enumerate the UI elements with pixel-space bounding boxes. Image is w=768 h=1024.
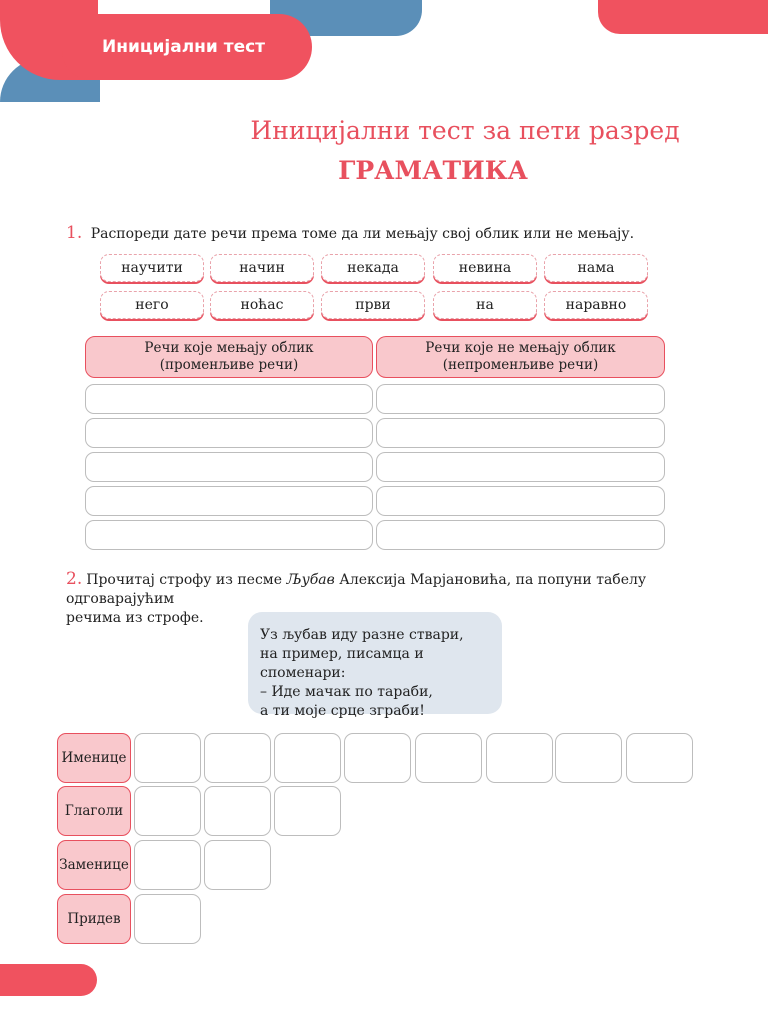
word-card[interactable]: научити — [100, 254, 204, 282]
answer-cell[interactable] — [376, 486, 665, 516]
answer-cell[interactable] — [274, 786, 341, 836]
column-header-changeable — [85, 336, 373, 378]
answer-cell[interactable] — [344, 733, 411, 783]
poem-line: – Иде мачак по тараби, — [260, 684, 433, 700]
answer-cell[interactable] — [376, 418, 665, 448]
row-label-pronouns: Заменице — [57, 840, 131, 890]
word-card[interactable]: на — [433, 291, 537, 319]
answer-cell[interactable] — [376, 520, 665, 550]
poem-box — [248, 612, 502, 719]
answer-cell[interactable] — [134, 894, 201, 944]
answer-cell[interactable] — [486, 733, 553, 783]
word-card[interactable]: него — [100, 291, 204, 319]
answer-cell[interactable] — [376, 384, 665, 414]
word-card[interactable]: нама — [544, 254, 648, 282]
task1-number: 1. — [66, 223, 83, 243]
answer-cell[interactable] — [204, 840, 271, 890]
page-subtitle: ГРАМАТИКА — [338, 156, 528, 185]
answer-cell[interactable] — [85, 418, 373, 448]
word-card[interactable]: први — [321, 291, 425, 319]
answer-cell[interactable] — [85, 486, 373, 516]
task1-text: Распореди дате речи према томе да ли мењају свој облик или не мењају. — [90, 226, 635, 242]
answer-cell[interactable] — [274, 733, 341, 783]
row-label-adjective: Придев — [57, 894, 131, 944]
row-label-verbs: Глаголи — [57, 786, 131, 836]
column-header-line: Речи које не мењају облик — [425, 340, 616, 356]
poem-line: на пример, писамца и споменари: — [260, 646, 424, 681]
answer-cell[interactable] — [85, 452, 373, 482]
poem-line: Уз љубав иду разне ствари, — [260, 627, 464, 643]
answer-cell[interactable] — [415, 733, 482, 783]
answer-cell[interactable] — [626, 733, 693, 783]
header-tab — [62, 14, 312, 80]
header-tab-label: Иницијални тест — [102, 37, 266, 57]
column-header-line: Речи које мењају облик — [144, 340, 314, 356]
word-card[interactable]: некада — [321, 254, 425, 282]
page-title: Иницијални тест за пети разред — [250, 116, 680, 145]
answer-cell[interactable] — [204, 786, 271, 836]
word-card[interactable]: начин — [210, 254, 314, 282]
task1-instruction — [66, 224, 634, 244]
decor-pink-right — [598, 0, 768, 34]
answer-cell[interactable] — [134, 786, 201, 836]
answer-cell[interactable] — [134, 840, 201, 890]
answer-cell[interactable] — [85, 520, 373, 550]
poem-title: Љубав — [286, 572, 335, 588]
task2-number: 2. — [66, 569, 83, 589]
word-card[interactable]: невина — [433, 254, 537, 282]
word-card[interactable]: ноћас — [210, 291, 314, 319]
decor-pink-bottom — [0, 964, 97, 996]
task2-text: речима из строфе. — [66, 610, 204, 626]
answer-cell[interactable] — [204, 733, 271, 783]
task2-text: Прочитај строфу из песме — [86, 572, 287, 588]
column-header-unchangeable — [376, 336, 665, 378]
answer-cell[interactable] — [85, 384, 373, 414]
column-header-line: (непроменљиве речи) — [442, 357, 599, 373]
poem-line: а ти моје срце зграби! — [260, 703, 425, 719]
word-card[interactable]: наравно — [544, 291, 648, 319]
column-header-line: (променљиве речи) — [159, 357, 299, 373]
answer-cell[interactable] — [134, 733, 201, 783]
answer-cell[interactable] — [555, 733, 622, 783]
task2-text: Алексија Марјановића, па попуни табелу одговарајућим — [66, 572, 647, 607]
row-label-nouns: Именице — [57, 733, 131, 783]
answer-cell[interactable] — [376, 452, 665, 482]
